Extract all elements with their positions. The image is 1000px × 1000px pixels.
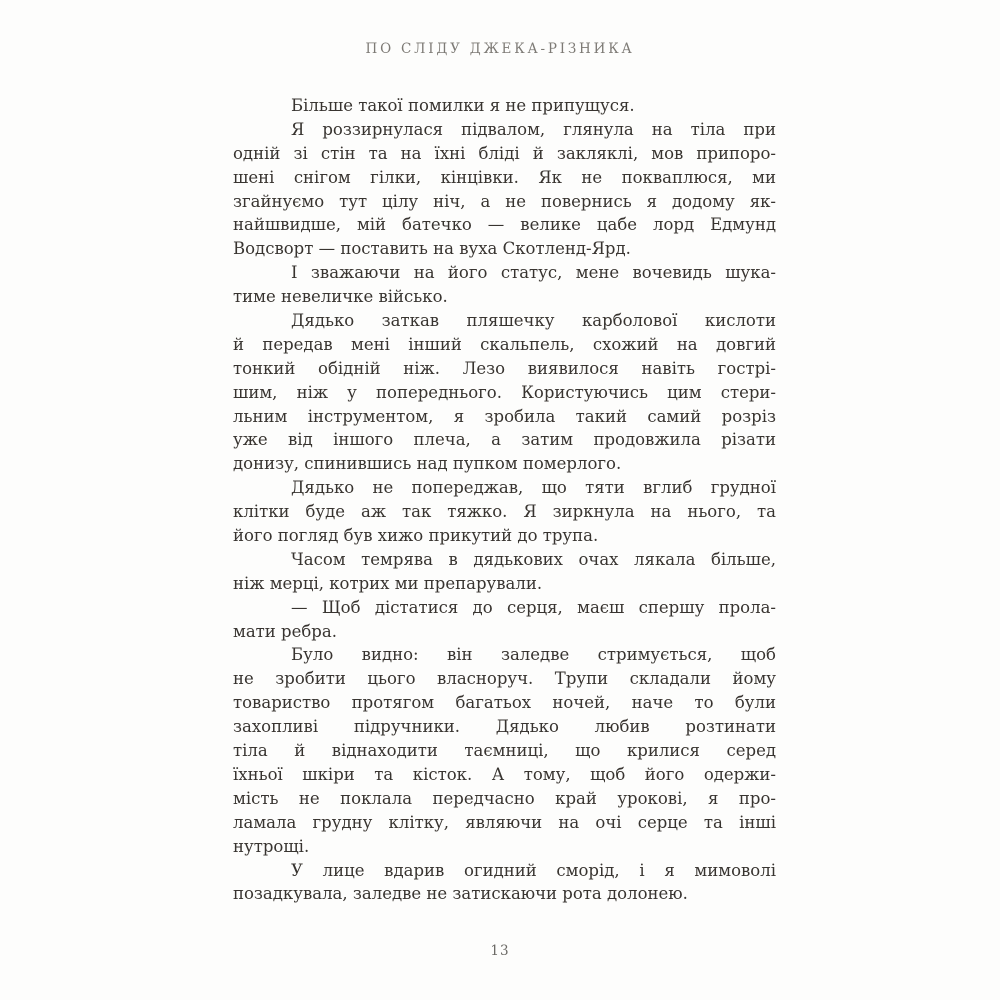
text-line: тіла й віднаходити таємниці, що крилися серед: [233, 741, 776, 761]
text-line: ламала грудну клітку, являючи на очі серце та інші: [233, 812, 776, 832]
text-line: Часом темрява в дядькових очах лякала більше,: [291, 549, 776, 569]
text-line: й передав мені інший скальпель, схожий на довгий: [233, 334, 776, 354]
text-line: ніж мерці, котрих ми препарували.: [233, 573, 543, 593]
text-line: найшвидше, мій батечко — велике цабе лорд Едмунд: [233, 215, 776, 235]
text-line: І зважаючи на його статус, мене вочевидь шука-: [291, 263, 776, 283]
text-line: клітки буде аж так тяжко. Я зиркнула на нього, та: [233, 502, 776, 522]
text-line: уже від іншого плеча, а затим продовжила різати: [233, 430, 776, 450]
text-line: згайнуємо тут цілу ніч, а не повернись я додому як-: [233, 191, 776, 211]
text-line: шені снігом гілки, кінцівки. Як не покваплюся, ми: [233, 167, 776, 187]
paragraph: [233, 476, 776, 548]
text-line: Дядько заткав пляшечку карболової кислоти: [291, 311, 776, 331]
text-line: тонкий обідній ніж. Лезо виявилося навіть гострі-: [233, 358, 776, 378]
text-line: шим, ніж у попереднього. Користуючись цим стери-: [233, 382, 776, 402]
text-line: позадкувала, заледве не затискаючи рота долонею.: [233, 884, 688, 904]
paragraph: [233, 94, 776, 118]
page-number: 13: [490, 943, 510, 959]
text-line: нутрощі.: [233, 836, 310, 856]
paragraph: [233, 596, 776, 644]
text-line: одній зі стін та на їхні бліді й закляклі, мов припоро-: [233, 143, 776, 163]
page-text: [233, 94, 776, 906]
text-line: їхньої шкіри та кісток. А тому, щоб його одержи-: [233, 764, 776, 784]
paragraph: [233, 643, 776, 858]
text-line: Було видно: він заледве стримується, щоб: [291, 645, 776, 665]
text-line: не зробити цього власноруч. Трупи складали йому: [233, 669, 776, 689]
text-line: Я роззирнулася підвалом, глянула на тіла при: [291, 119, 776, 139]
text-line: Більше такої помилки я не припущуся.: [291, 96, 635, 115]
text-line: льним інструментом, я зробила такий самий розріз: [233, 406, 776, 426]
running-header: ПО СЛІДУ ДЖЕКА-РІЗНИКА: [365, 41, 635, 57]
paragraph: [233, 309, 776, 476]
text-line: захопливі підручники. Дядько любив розтинати: [233, 717, 776, 737]
paragraph: [233, 859, 776, 907]
text-line: його погляд був хижо прикутий до трупа.: [233, 526, 599, 546]
text-line: тиме невеличке військо.: [233, 287, 448, 307]
text-line: мати ребра.: [233, 621, 337, 641]
text-line: — Щоб дістатися до серця, маєш спершу прола-: [291, 597, 776, 617]
paragraph: [233, 118, 776, 261]
paragraph: [233, 548, 776, 596]
text-line: Дядько не попереджав, що тяти вглиб грудної: [291, 478, 776, 498]
text-line: товариство протягом багатьох ночей, наче то були: [233, 693, 776, 713]
text-line: У лице вдарив огидний сморід, і я мимоволі: [291, 860, 776, 880]
text-line: мість не поклала передчасно край урокові, я про-: [233, 788, 776, 808]
text-line: Водсворт — поставить на вуха Скотленд-Ярд.: [233, 239, 631, 259]
text-line: донизу, спинившись над пупком померлого.: [233, 454, 622, 474]
paragraph: [233, 261, 776, 309]
